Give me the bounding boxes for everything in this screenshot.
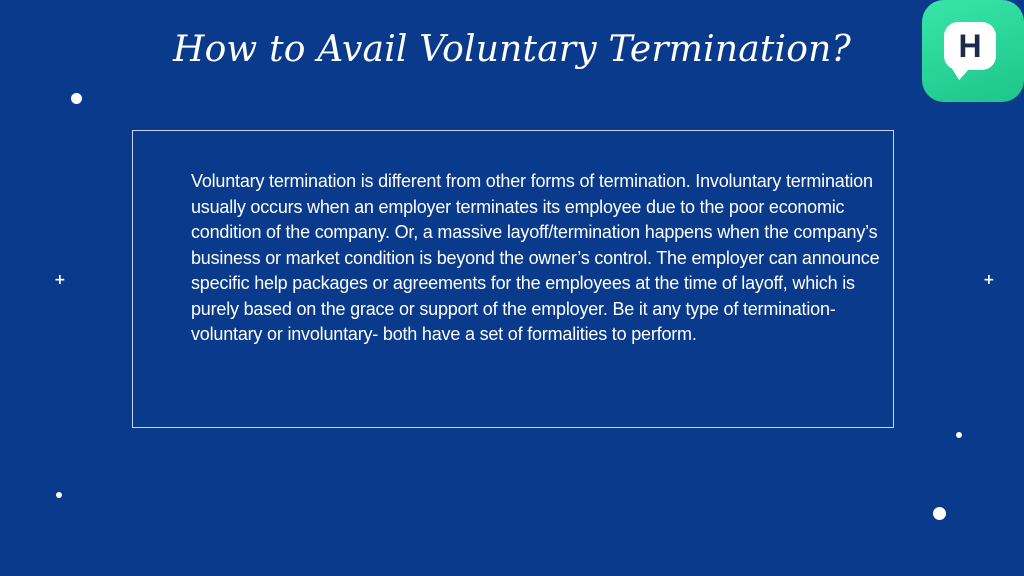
plus-icon: + [54, 272, 66, 288]
decorative-dot [71, 93, 82, 104]
app-logo-icon[interactable] [922, 0, 1024, 102]
decorative-dot [956, 432, 962, 438]
body-paragraph: Voluntary termination is different from other forms of termination. Involuntary termination usually occurs when an employer terminates its employee due to the poor economic condition of the company. Or, a massive layoff/termination happens when the company’s business or market condition is beyond the owner’s control. The employer can announce specific help packages or agreements for the employees at the time of layoff, which is purely based on the grace or support of the employer. Be it any type of termination- voluntary or involuntary- both have a set of formalities to perform. [191, 171, 880, 344]
chat-bubble-icon [944, 22, 996, 70]
slide-title: How to Avail Voluntary Termination? [172, 29, 852, 70]
logo-letter: H [958, 28, 982, 64]
plus-icon: + [983, 272, 995, 288]
decorative-dot [933, 507, 946, 520]
decorative-dot [56, 492, 62, 498]
content-card [132, 130, 894, 428]
